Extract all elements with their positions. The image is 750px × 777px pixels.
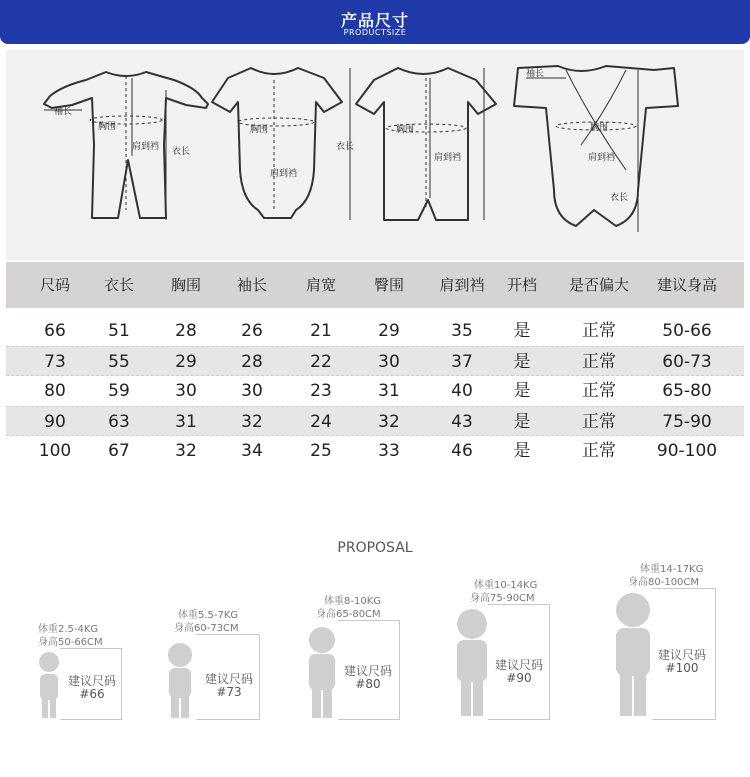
header-size: 尺码 xyxy=(39,276,70,294)
garment-diagram xyxy=(6,50,744,260)
cell-suggested-height: 50-66 xyxy=(662,321,712,341)
size-proposal-73 xyxy=(160,604,270,722)
child-silhouette-icon xyxy=(302,624,342,720)
cell-shoulder-crotch: 35 xyxy=(451,321,473,341)
proposal-title: PROPOSAL xyxy=(337,540,413,556)
height-range: 身高60-73CM xyxy=(174,623,239,634)
g4-chest-label: 胸围 xyxy=(590,123,609,133)
cell-sleeve: 32 xyxy=(241,412,263,432)
cell-hip: 33 xyxy=(378,441,400,461)
page-subtitle: PRODUCTSIZE xyxy=(343,28,407,37)
cell-length: 51 xyxy=(108,321,130,341)
cell-crotch-opening: 是 xyxy=(513,381,531,401)
cell-shoulder: 21 xyxy=(310,321,332,341)
cell-chest: 31 xyxy=(175,412,197,432)
cell-size: 100 xyxy=(38,441,72,461)
header-shoulder: 肩宽 xyxy=(305,276,336,294)
suggested-size-label: 建议尺码 xyxy=(204,672,253,686)
g3-shoulder-crotch-label: 肩到裆 xyxy=(434,153,462,163)
cell-shoulder: 22 xyxy=(310,352,332,372)
cell-hip: 31 xyxy=(378,381,400,401)
child-silhouette-icon xyxy=(608,590,658,718)
cell-oversize: 正常 xyxy=(582,441,616,461)
cell-shoulder-crotch: 46 xyxy=(451,441,473,461)
cell-size: 73 xyxy=(44,352,66,372)
cell-shoulder: 23 xyxy=(310,381,332,401)
cell-chest: 30 xyxy=(175,381,197,401)
cell-hip: 30 xyxy=(378,352,400,372)
cell-crotch-opening: 是 xyxy=(513,321,531,341)
child-silhouette-icon xyxy=(450,606,494,718)
table-row xyxy=(6,316,744,346)
cell-oversize: 正常 xyxy=(582,321,616,341)
cell-length: 63 xyxy=(108,412,130,432)
height-range: 身高65-80CM xyxy=(316,609,381,620)
g2-shoulder-crotch-label: 肩到裆 xyxy=(270,169,298,179)
cell-oversize: 正常 xyxy=(582,381,616,401)
table-row xyxy=(6,436,744,466)
cell-hip: 29 xyxy=(378,321,400,341)
cell-shoulder-crotch: 40 xyxy=(451,381,473,401)
cell-sleeve: 30 xyxy=(241,381,263,401)
suggested-size-label: 建议尺码 xyxy=(67,674,116,688)
page-header xyxy=(0,0,750,44)
cell-sleeve: 34 xyxy=(241,441,263,461)
g4-length-label: 衣长 xyxy=(610,193,629,203)
suggested-size-value: #100 xyxy=(665,661,699,675)
g1-sleeve-label: 袖长 xyxy=(54,107,73,117)
cell-suggested-height: 60-73 xyxy=(662,352,712,372)
cell-sleeve: 26 xyxy=(241,321,263,341)
table-row xyxy=(6,406,744,436)
g1-chest-label: 胸围 xyxy=(98,122,117,132)
header-hip: 臀围 xyxy=(373,276,404,294)
g4-shoulder-crotch-label: 肩到裆 xyxy=(588,153,616,163)
child-silhouette-icon xyxy=(34,648,64,720)
size-proposal-66 xyxy=(30,618,130,722)
size-proposal-90 xyxy=(448,576,560,722)
suggested-size-value: #80 xyxy=(355,677,381,691)
cell-crotch-opening: 是 xyxy=(513,352,531,372)
cell-crotch-opening: 是 xyxy=(513,441,531,461)
cell-size: 90 xyxy=(44,412,66,432)
cell-suggested-height: 65-80 xyxy=(662,381,712,401)
weight-range: 体重5.5-7KG xyxy=(178,610,239,621)
header-length: 衣长 xyxy=(103,276,134,294)
suggested-size-value: #66 xyxy=(79,687,105,701)
table-row xyxy=(6,346,744,376)
cell-shoulder: 25 xyxy=(310,441,332,461)
cell-shoulder-crotch: 43 xyxy=(451,412,473,432)
size-table-header xyxy=(6,262,744,308)
cell-oversize: 正常 xyxy=(582,412,616,432)
g3-chest-label: 胸围 xyxy=(396,125,415,135)
weight-range: 体重14-17KG xyxy=(640,564,704,575)
kimono-outline xyxy=(514,66,678,226)
suggested-size-label: 建议尺码 xyxy=(343,664,392,678)
header-chest: 胸围 xyxy=(170,276,201,294)
height-range: 身高75-90CM xyxy=(470,593,535,604)
header-oversize: 是否偏大 xyxy=(568,276,629,294)
cell-chest: 32 xyxy=(175,441,197,461)
size-proposal-80 xyxy=(300,590,410,722)
cell-chest: 28 xyxy=(175,321,197,341)
height-range: 身高50-66CM xyxy=(38,637,103,648)
bodysuit-outline xyxy=(212,68,342,218)
cell-suggested-height: 90-100 xyxy=(656,441,718,461)
g4-sleeve-label: 袖长 xyxy=(526,69,545,79)
g2-chest-label: 胸围 xyxy=(250,125,269,135)
header-shoulder-crotch: 肩到裆 xyxy=(439,276,485,294)
g1-length-label: 衣长 xyxy=(172,147,191,157)
child-silhouette-icon xyxy=(162,640,198,720)
size-proposal-100 xyxy=(606,560,726,722)
cell-crotch-opening: 是 xyxy=(513,412,531,432)
cell-shoulder: 24 xyxy=(310,412,332,432)
header-crotch-opening: 开档 xyxy=(506,276,537,294)
header-suggested-height: 建议身高 xyxy=(656,276,717,294)
table-row xyxy=(6,376,744,406)
cell-oversize: 正常 xyxy=(582,352,616,372)
weight-range: 体重8-10KG xyxy=(324,596,382,607)
g1-shoulder-crotch-label: 肩到裆 xyxy=(132,142,160,152)
height-range: 身高80-100CM xyxy=(628,577,700,588)
cell-size: 66 xyxy=(44,321,66,341)
cell-shoulder-crotch: 37 xyxy=(451,352,473,372)
page-title: 产品尺寸 xyxy=(340,11,409,30)
cell-length: 59 xyxy=(108,381,130,401)
suggested-size-value: #90 xyxy=(506,671,532,685)
cell-chest: 29 xyxy=(175,352,197,372)
cell-length: 67 xyxy=(108,441,130,461)
cell-hip: 32 xyxy=(378,412,400,432)
weight-range: 体重2.5-4KG xyxy=(38,624,99,635)
suggested-size-label: 建议尺码 xyxy=(657,648,706,662)
cell-sleeve: 28 xyxy=(241,352,263,372)
header-sleeve: 袖长 xyxy=(236,276,267,294)
cell-size: 80 xyxy=(44,381,66,401)
garment-illustrations xyxy=(6,50,744,260)
cell-length: 55 xyxy=(108,352,130,372)
suggested-size-label: 建议尺码 xyxy=(494,658,543,672)
weight-range: 体重10-14KG xyxy=(474,580,538,591)
cell-suggested-height: 75-90 xyxy=(662,412,712,432)
g3-length-label: 衣长 xyxy=(336,142,355,152)
suggested-size-value: #73 xyxy=(216,685,242,699)
